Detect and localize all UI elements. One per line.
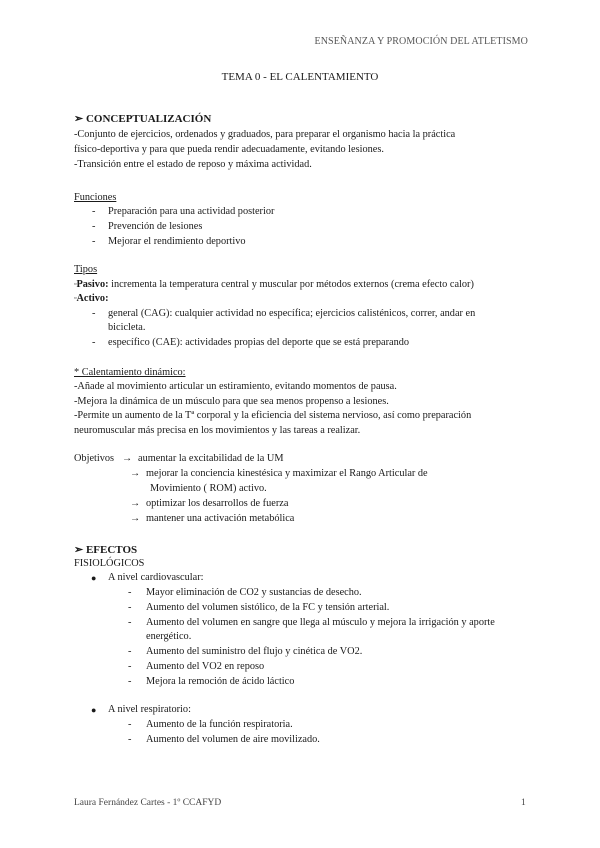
cardio-item: Mayor eliminación de CO2 y sustancias de desecho. <box>146 587 362 598</box>
arrow-right-icon: → <box>130 468 141 479</box>
cardio-item: Aumento del volumen en sangre que llega al músculo y mejora la irrigación y aporte <box>146 617 495 628</box>
section-heading: EFECTOS <box>85 544 138 556</box>
dash-marker: - <box>128 587 132 598</box>
bullet-dot-icon: ● <box>91 573 97 583</box>
dash-marker: - <box>128 734 132 745</box>
activo-item-cont: bicicleta. <box>108 322 146 333</box>
dash-marker: - <box>128 719 132 730</box>
concept-line-1: -Conjunto de ejercicios, ordenados y graduados, para preparar el organismo hacia la práctica <box>74 129 456 140</box>
dash-marker: - <box>128 617 132 628</box>
activo-item: específico (CAE): actividades propias del deporte que se está preparando <box>108 337 410 348</box>
objetivo-item-cont: Movimiento ( ROM) activo. <box>150 483 267 494</box>
concept-line-2: físico-deportiva y para que pueda rendir adecuadamente, evitando lesiones. <box>74 144 384 155</box>
section-efectos <box>74 543 137 556</box>
funcion-item: Prevención de lesiones <box>108 221 203 232</box>
cardio-item: Aumento del volumen sistólico, de la FC y tensión arterial. <box>146 602 390 613</box>
dash-marker: - <box>128 646 132 657</box>
small-square-icon: ▫ <box>74 280 77 288</box>
efectos-subheading: FISIOLÓGICOS <box>74 558 145 569</box>
arrow-right-icon: → <box>130 498 141 509</box>
objetivos-label: Objetivos <box>74 453 115 464</box>
running-header: ENSEÑANZA Y PROMOCIÓN DEL ATLETISMO <box>314 36 528 47</box>
objetivo-item: aumentar la excitabilidad de la UM <box>138 453 284 464</box>
dinamico-heading: * Calentamiento dinámico: <box>74 367 186 378</box>
dash-marker: - <box>128 676 132 687</box>
dash-marker: - <box>92 206 96 217</box>
cardio-label: A nivel cardiovascular: <box>108 572 204 583</box>
arrow-right-icon: → <box>122 453 133 464</box>
cardio-item-cont: energético. <box>146 631 192 642</box>
dash-marker: - <box>92 337 96 348</box>
cardio-item: Mejora la remoción de ácido láctico <box>146 676 295 687</box>
objetivo-item: mantener una activación metabólica <box>146 513 295 524</box>
activo-item: general (CAG): cualquier actividad no específica; ejercicios calisténicos, correr, andar en <box>108 308 476 319</box>
bullet-dot-icon: ● <box>91 705 97 715</box>
pasivo-text: incrementa la temperatura central y muscular por métodos externos (crema efecto calor) <box>108 279 474 290</box>
dash-marker: - <box>128 602 132 613</box>
arrow-bullet-icon: ➢ <box>74 113 84 125</box>
cardio-item: Aumento del VO2 en reposo <box>146 661 265 672</box>
cardio-item: Aumento del suministro del flujo y cinética de VO2. <box>146 646 363 657</box>
page-title: TEMA 0 - EL CALENTAMIENTO <box>221 71 379 83</box>
tipos-heading: Tipos <box>74 264 98 275</box>
arrow-bullet-icon: ➢ <box>74 544 84 556</box>
dash-marker: - <box>128 661 132 672</box>
resp-label: A nivel respiratorio: <box>108 704 191 715</box>
activo-label: Activo: <box>76 293 109 304</box>
dinamico-line: -Mejora la dinámica de un músculo para que sea menos propenso a lesiones. <box>74 396 389 407</box>
funcion-item: Preparación para una actividad posterior <box>108 206 275 217</box>
tipo-activo <box>74 291 109 307</box>
objetivo-item: mejorar la conciencia kinestésica y maximizar el Rango Articular de <box>146 468 428 479</box>
tipo-pasivo <box>74 277 474 293</box>
dinamico-line: -Permite un aumento de la Tª corporal y la eficiencia del sistema nervioso, así como preparación <box>74 410 472 421</box>
section-conceptualizacion <box>74 112 211 125</box>
funcion-item: Mejorar el rendimiento deportivo <box>108 236 246 247</box>
funciones-heading: Funciones <box>74 192 117 203</box>
resp-item: Aumento del volumen de aire movilizado. <box>146 734 320 745</box>
pasivo-label: Pasivo: <box>76 279 109 290</box>
resp-item: Aumento de la función respiratoria. <box>146 719 293 730</box>
small-square-icon: ▫ <box>74 294 77 302</box>
arrow-right-icon: → <box>130 513 141 524</box>
footer-author: Laura Fernández Cartes - 1º CCAFYD <box>74 798 222 808</box>
dinamico-line: -Añade al movimiento articular un estiramiento, evitando momentos de pausa. <box>74 381 397 392</box>
dash-marker: - <box>92 221 96 232</box>
concept-line-3: -Transición entre el estado de reposo y máxima actividad. <box>74 159 312 170</box>
dash-marker: - <box>92 236 96 247</box>
dinamico-line: neuromuscular más precisa en los movimientos y las tareas a realizar. <box>74 425 361 436</box>
section-heading: CONCEPTUALIZACIÓN <box>85 113 212 125</box>
objetivo-item: optimizar los desarrollos de fuerza <box>146 498 289 509</box>
page-number: 1 <box>521 798 526 808</box>
dash-marker: - <box>92 308 96 319</box>
